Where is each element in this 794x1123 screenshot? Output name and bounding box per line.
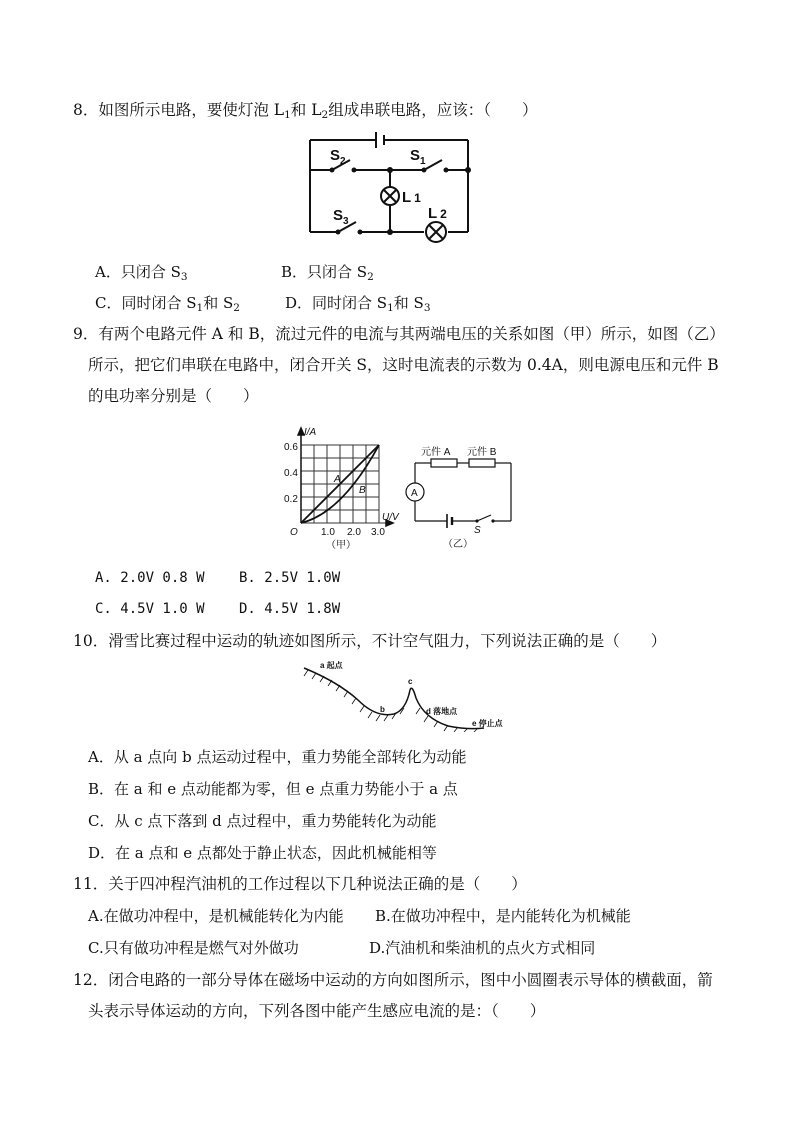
- lamp-l2-icon: [426, 222, 446, 242]
- q9-option-b: B. 2.5V 1.0W: [239, 570, 341, 586]
- svg-text:e 停止点: e 停止点: [472, 719, 503, 728]
- svg-text:0.6: 0.6: [284, 442, 298, 453]
- svg-text:（甲）: （甲）: [326, 540, 356, 551]
- svg-text:S1: $S_1$: [410, 147, 426, 167]
- q9-option-d: D. 4.5V 1.8W: [239, 601, 341, 617]
- svg-text:0.4: 0.4: [284, 468, 298, 479]
- q12-stem-line1: 12．闭合电路的一部分导体在磁场中运动的方向如图所示，图中小圆圈表示导体的横截面，箭: [73, 971, 713, 989]
- svg-text:d 落地点: d 落地点: [426, 707, 458, 716]
- svg-text:c: c: [408, 677, 413, 686]
- svg-text:A: A: [334, 474, 341, 485]
- svg-text:2.0: 2.0: [347, 527, 361, 538]
- q9-series-circuit: [403, 445, 519, 553]
- svg-text:L2: L 2: [428, 205, 447, 222]
- svg-text:1.0: 1.0: [321, 527, 335, 538]
- q10-option-b: B．在 a 和 e 点动能都为零，但 e 点重力势能小于 a 点: [88, 780, 458, 798]
- q8-option-b: B．只闭合 $S_2$: [281, 263, 374, 283]
- q11-option-b: B.在做功冲程中，是内能转化为机械能: [375, 907, 631, 925]
- svg-text:S3: $S_3$: [333, 207, 349, 227]
- svg-text:A: A: [411, 488, 418, 499]
- q8-option-c: C．同时闭合 $S_1$和 $S_2$: [95, 294, 240, 314]
- svg-text:元件 B: 元件 B: [467, 447, 497, 458]
- svg-text:a 起点: a 起点: [320, 661, 343, 670]
- q8-stem: 8．如图所示电路，要使灯泡 $L_1$和 $L_2$组成串联电路，应该：（ ）: [73, 101, 538, 121]
- q8-circuit-diagram: [300, 128, 496, 248]
- q10-option-a: A．从 a 点向 b 点运动过程中，重力势能全部转化为动能: [88, 748, 467, 766]
- svg-text:0.2: 0.2: [284, 494, 298, 505]
- q10-option-d: D．在 a 点和 e 点都处于静止状态，因此机械能相等: [88, 844, 437, 862]
- svg-text:L1: L 1: [402, 189, 421, 206]
- q11-option-d: D.汽油机和柴油机的点火方式相同: [369, 939, 596, 957]
- q11-stem: 11．关于四冲程汽油机的工作过程以下几种说法正确的是（ ）: [73, 875, 527, 893]
- q12-stem-line2: 头表示导体运动的方向，下列各图中能产生感应电流的是：（ ）: [88, 1002, 546, 1020]
- svg-text:（乙）: （乙）: [443, 539, 473, 550]
- q9-stem-line1: 9．有两个电路元件 A 和 B，流过元件的电流与其两端电压的关系如图（甲）所示，如图（乙）: [73, 325, 725, 343]
- q11-option-a: A.在做功冲程中，是机械能转化为内能: [88, 907, 344, 925]
- svg-text:O: O: [290, 527, 298, 538]
- svg-text:S2: $S_2$: [330, 147, 346, 167]
- svg-text:元件 A: 元件 A: [421, 447, 451, 458]
- q9-stem-line2: 所示，把它们串联在电路中，闭合开关 S，这时电流表的示数为 0.4A，则电源电压和元件 B: [88, 356, 719, 374]
- q10-option-c: C．从 c 点下落到 d 点过程中，重力势能转化为动能: [88, 812, 437, 830]
- q9-stem-line3: 的电功率分别是（ ）: [88, 387, 259, 405]
- q11-option-c: C.只有做功冲程是燃气对外做功: [88, 939, 299, 957]
- q10-ski-trajectory: [298, 660, 512, 732]
- svg-text:3.0: 3.0: [371, 527, 385, 538]
- q9-option-c: C. 4.5V 1.0 W: [95, 601, 205, 617]
- svg-text:S: S: [474, 525, 481, 536]
- q8-option-a: A．只闭合 $S_3$: [95, 263, 188, 283]
- q10-stem: 10．滑雪比赛过程中运动的轨迹如图所示，不计空气阻力，下列说法正确的是（ ）: [73, 632, 667, 650]
- svg-text:B: B: [359, 485, 366, 496]
- q8-option-d: D．同时闭合 $S_1$和 $S_3$: [285, 294, 431, 314]
- svg-text:b: b: [380, 705, 385, 714]
- q9-iu-graph: [282, 425, 407, 555]
- lamp-l1-icon: [381, 187, 399, 205]
- q9-option-a: A. 2.0V 0.8 W: [95, 570, 205, 586]
- svg-text:U/V: U/V: [382, 512, 399, 523]
- svg-text:I/A: I/A: [304, 427, 317, 438]
